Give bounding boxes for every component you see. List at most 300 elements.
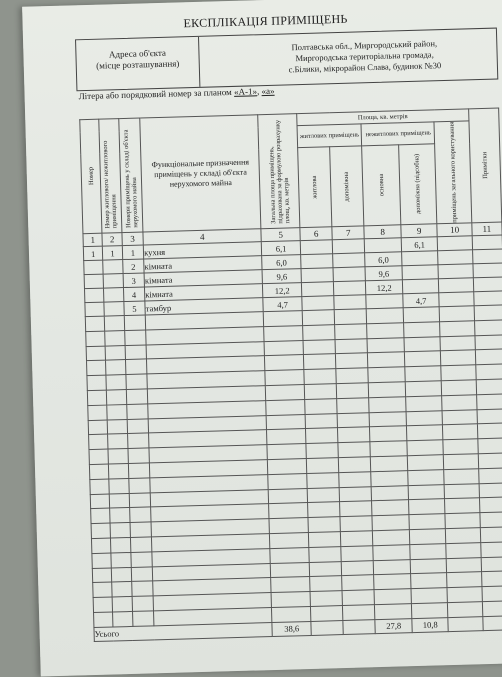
empty-cell bbox=[111, 552, 131, 567]
empty-cell bbox=[445, 483, 480, 499]
empty-cell bbox=[480, 527, 502, 543]
empty-cell bbox=[338, 427, 371, 443]
empty-cell bbox=[373, 544, 410, 560]
table-cell bbox=[84, 288, 104, 303]
empty-cell bbox=[303, 324, 336, 340]
table-cell bbox=[333, 267, 366, 282]
table-cell bbox=[300, 240, 333, 255]
header-dopomizhna: допоміжна bbox=[330, 146, 364, 227]
empty-cell bbox=[411, 588, 448, 604]
empty-cell bbox=[340, 501, 373, 517]
table-cell bbox=[474, 291, 502, 306]
empty-cell bbox=[478, 453, 502, 469]
empty-cell bbox=[342, 590, 375, 606]
table-cell: 12,2 bbox=[263, 283, 302, 298]
empty-cell bbox=[90, 479, 110, 494]
empty-cell bbox=[108, 449, 128, 464]
empty-cell bbox=[480, 512, 502, 528]
table-cell bbox=[473, 263, 502, 278]
litera-label: Літера або порядковий номер за планом bbox=[78, 86, 232, 102]
empty-cell bbox=[481, 556, 502, 572]
empty-cell bbox=[444, 454, 479, 470]
empty-cell bbox=[368, 352, 405, 368]
empty-cell bbox=[341, 531, 374, 547]
empty-cell bbox=[131, 581, 153, 596]
table-cell: 1 bbox=[83, 246, 103, 261]
empty-cell bbox=[405, 366, 442, 382]
table-cell bbox=[472, 235, 502, 250]
empty-cell bbox=[476, 364, 502, 380]
empty-cell bbox=[264, 311, 303, 327]
table-cell bbox=[301, 254, 334, 269]
empty-cell bbox=[131, 566, 153, 581]
empty-cell bbox=[266, 414, 305, 430]
empty-cell bbox=[89, 434, 109, 449]
explication-table bbox=[79, 108, 502, 642]
empty-cell bbox=[85, 316, 105, 331]
col-num: 11 bbox=[472, 222, 502, 236]
table-cell: тамбур bbox=[145, 298, 264, 315]
totals-dopomizhna: 10,8 bbox=[412, 617, 449, 632]
empty-cell bbox=[405, 381, 442, 397]
empty-cell bbox=[268, 488, 307, 504]
empty-cell bbox=[308, 502, 341, 518]
empty-cell bbox=[411, 603, 448, 619]
empty-cell bbox=[342, 575, 375, 591]
totals-label: Усього bbox=[94, 622, 273, 641]
empty-cell bbox=[442, 395, 477, 411]
empty-cell bbox=[106, 375, 126, 390]
empty-cell bbox=[304, 384, 337, 400]
empty-cell bbox=[87, 390, 107, 405]
empty-cell bbox=[372, 485, 409, 501]
header-prymitky: Примітки bbox=[468, 108, 501, 223]
empty-cell bbox=[476, 379, 502, 395]
table-cell bbox=[438, 250, 473, 265]
table-cell bbox=[84, 274, 104, 289]
table-cell bbox=[439, 278, 474, 293]
empty-cell bbox=[271, 592, 310, 608]
empty-cell bbox=[336, 368, 369, 384]
address-value bbox=[236, 37, 493, 77]
empty-cell bbox=[367, 323, 404, 339]
table-cell bbox=[332, 239, 365, 254]
empty-cell bbox=[371, 470, 408, 486]
empty-cell bbox=[125, 359, 147, 374]
empty-cell bbox=[86, 346, 106, 361]
table-cell bbox=[473, 277, 502, 292]
empty-cell bbox=[372, 515, 409, 531]
empty-cell bbox=[124, 315, 146, 330]
table-cell bbox=[103, 274, 123, 289]
empty-cell bbox=[375, 604, 412, 620]
empty-cell bbox=[309, 546, 342, 562]
empty-cell bbox=[308, 532, 341, 548]
empty-cell bbox=[268, 473, 307, 489]
empty-cell bbox=[269, 518, 308, 534]
empty-cell bbox=[337, 398, 370, 414]
empty-cell bbox=[478, 438, 502, 454]
empty-cell bbox=[440, 321, 475, 337]
empty-cell bbox=[307, 472, 340, 488]
address-label bbox=[80, 47, 195, 72]
table-cell: 9,6 bbox=[262, 269, 301, 284]
empty-cell bbox=[445, 513, 480, 529]
empty-cell bbox=[338, 442, 371, 458]
empty-cell bbox=[107, 419, 127, 434]
empty-cell bbox=[369, 382, 406, 398]
empty-cell bbox=[306, 443, 339, 459]
col-num: 2 bbox=[102, 233, 122, 247]
empty-cell bbox=[445, 498, 480, 514]
empty-cell bbox=[340, 516, 373, 532]
empty-cell bbox=[87, 375, 107, 390]
table-cell bbox=[301, 282, 334, 297]
empty-cell bbox=[125, 345, 147, 360]
col-num: 9 bbox=[401, 224, 438, 238]
empty-cell bbox=[408, 469, 445, 485]
empty-cell bbox=[477, 423, 502, 439]
empty-cell bbox=[308, 517, 341, 533]
table-cell bbox=[334, 295, 367, 310]
empty-cell bbox=[93, 582, 113, 597]
empty-cell bbox=[446, 542, 481, 558]
empty-cell bbox=[90, 494, 110, 509]
empty-cell bbox=[410, 543, 447, 559]
empty-cell bbox=[268, 458, 307, 474]
empty-cell bbox=[110, 508, 130, 523]
empty-cell bbox=[411, 573, 448, 589]
empty-cell bbox=[336, 383, 369, 399]
empty-cell bbox=[105, 330, 125, 345]
empty-cell bbox=[305, 413, 338, 429]
litera-value-2: «а» bbox=[261, 85, 275, 97]
empty-cell bbox=[339, 471, 372, 487]
empty-cell bbox=[110, 523, 130, 538]
empty-cell bbox=[88, 405, 108, 420]
empty-cell bbox=[267, 429, 306, 445]
empty-cell bbox=[442, 380, 477, 396]
empty-cell bbox=[127, 419, 149, 434]
table-cell: 6,0 bbox=[262, 255, 301, 270]
table-cell: кімната bbox=[145, 284, 264, 301]
table-cell bbox=[402, 279, 439, 294]
empty-cell bbox=[91, 508, 111, 523]
litera-value-1: «А-1» bbox=[233, 86, 258, 97]
empty-cell bbox=[108, 434, 128, 449]
empty-cell bbox=[91, 538, 111, 553]
table-cell bbox=[84, 260, 104, 275]
header-dopomizhna-pidsobna: допоміжна (підсобна) bbox=[399, 144, 438, 225]
empty-cell bbox=[94, 612, 114, 627]
empty-cell bbox=[409, 514, 446, 530]
header-nomer: Номер bbox=[80, 119, 103, 233]
empty-cell bbox=[304, 369, 337, 385]
table-cell: 9,6 bbox=[365, 266, 402, 281]
empty-cell bbox=[105, 316, 125, 331]
empty-cell bbox=[307, 487, 340, 503]
empty-cell bbox=[112, 597, 132, 612]
col-num: 4 bbox=[143, 229, 261, 245]
table-cell bbox=[104, 288, 124, 303]
empty-cell bbox=[334, 309, 367, 325]
col-num: 7 bbox=[332, 226, 365, 240]
table-cell bbox=[402, 251, 439, 266]
empty-cell bbox=[441, 350, 476, 366]
totals-cell bbox=[448, 616, 483, 631]
table-cell: 2 bbox=[122, 259, 144, 274]
empty-cell bbox=[403, 322, 440, 338]
table-cell: 12,2 bbox=[366, 280, 403, 295]
table-cell: 4,7 bbox=[403, 293, 440, 308]
totals-cell bbox=[483, 616, 502, 631]
empty-cell bbox=[305, 428, 338, 444]
empty-cell bbox=[107, 390, 127, 405]
empty-cell bbox=[113, 611, 133, 626]
header-zhytlovykh: житлових приміщень bbox=[297, 124, 362, 148]
table-cell: 6,0 bbox=[365, 252, 402, 267]
table-cell bbox=[85, 302, 105, 317]
table-cell: 6,1 bbox=[262, 241, 301, 256]
empty-cell bbox=[367, 337, 404, 353]
empty-cell bbox=[447, 557, 482, 573]
table-cell: 4 bbox=[123, 287, 145, 302]
empty-cell bbox=[370, 441, 407, 457]
empty-cell bbox=[446, 528, 481, 544]
col-num: 1 bbox=[83, 233, 103, 247]
empty-cell bbox=[271, 577, 310, 593]
empty-cell bbox=[92, 568, 112, 583]
empty-cell bbox=[130, 522, 152, 537]
empty-cell bbox=[407, 440, 444, 456]
empty-cell bbox=[89, 449, 109, 464]
empty-cell bbox=[265, 355, 304, 371]
address-divider bbox=[198, 37, 200, 87]
empty-cell bbox=[373, 530, 410, 546]
empty-cell bbox=[310, 576, 343, 592]
table-cell bbox=[365, 238, 402, 253]
table-cell bbox=[103, 260, 123, 275]
table-cell bbox=[302, 296, 335, 311]
empty-cell bbox=[92, 553, 112, 568]
empty-cell bbox=[112, 567, 132, 582]
empty-cell bbox=[341, 560, 374, 576]
empty-cell bbox=[440, 306, 475, 322]
table-cell bbox=[334, 281, 367, 296]
header-ploshcha: Площа, кв. метрів bbox=[297, 109, 469, 126]
empty-cell bbox=[126, 374, 148, 389]
table-cell bbox=[333, 253, 366, 268]
empty-cell bbox=[272, 606, 311, 622]
empty-cell bbox=[410, 558, 447, 574]
empty-cell bbox=[126, 389, 148, 404]
empty-cell bbox=[407, 455, 444, 471]
empty-cell bbox=[479, 482, 502, 498]
table-cell bbox=[104, 302, 124, 317]
table-cell bbox=[301, 268, 334, 283]
header-prym-nomer: Номери приміщень у складі об'єкта нерухомого майна bbox=[118, 118, 143, 233]
table-cell: кімната bbox=[144, 270, 263, 287]
empty-cell bbox=[89, 464, 109, 479]
col-num: 5 bbox=[261, 228, 300, 242]
empty-cell bbox=[341, 545, 374, 561]
empty-cell bbox=[269, 503, 308, 519]
empty-cell bbox=[374, 574, 411, 590]
empty-cell bbox=[406, 425, 443, 441]
empty-cell bbox=[105, 345, 125, 360]
totals-cell bbox=[343, 619, 376, 634]
table-cell: 4,7 bbox=[263, 297, 302, 312]
empty-cell bbox=[408, 499, 445, 515]
empty-cell bbox=[369, 397, 406, 413]
empty-cell bbox=[305, 398, 338, 414]
empty-cell bbox=[409, 529, 446, 545]
empty-cell bbox=[404, 336, 441, 352]
table-cell: 5 bbox=[124, 301, 146, 316]
empty-cell bbox=[440, 335, 475, 351]
empty-cell bbox=[129, 492, 151, 507]
empty-cell bbox=[369, 411, 406, 427]
empty-cell bbox=[270, 547, 309, 563]
document-sheet bbox=[22, 0, 502, 677]
header-osnovna: основна bbox=[362, 145, 401, 226]
empty-cell bbox=[368, 367, 405, 383]
empty-cell bbox=[271, 562, 310, 578]
empty-cell bbox=[267, 444, 306, 460]
header-funktsionalne: Функціональне призначення приміщень у складі об'єкта нерухомого майна bbox=[140, 115, 261, 232]
address-value-line1: Полтавська обл., Миргородський район, bbox=[291, 38, 438, 53]
page-title: ЕКСПЛІКАЦІЯ ПРИМІЩЕНЬ bbox=[183, 11, 348, 31]
empty-cell bbox=[86, 331, 106, 346]
totals-zahalna: 38,6 bbox=[272, 621, 311, 636]
empty-cell bbox=[91, 523, 111, 538]
empty-cell bbox=[481, 542, 502, 558]
empty-cell bbox=[110, 493, 130, 508]
empty-cell bbox=[444, 468, 479, 484]
empty-cell bbox=[476, 394, 502, 410]
empty-cell bbox=[371, 456, 408, 472]
empty-cell bbox=[112, 582, 132, 597]
table-cell: 1 bbox=[122, 245, 144, 260]
col-num: 3 bbox=[122, 232, 144, 246]
empty-cell bbox=[109, 463, 129, 478]
empty-cell bbox=[132, 596, 154, 611]
empty-cell bbox=[129, 507, 151, 522]
empty-cell bbox=[336, 353, 369, 369]
empty-cell bbox=[339, 457, 372, 473]
litera-line: Літера або порядковий номер за планом «А-1», «а» bbox=[78, 85, 275, 102]
empty-cell bbox=[107, 404, 127, 419]
address-label-line2: (місце розташування) bbox=[96, 58, 180, 71]
empty-cell bbox=[443, 439, 478, 455]
empty-cell bbox=[264, 340, 303, 356]
header-zahalna: Загальна площа приміщень, підрахована за формулою розрахунку площ, кв. метрів bbox=[258, 114, 300, 229]
empty-cell bbox=[448, 602, 483, 618]
empty-cell bbox=[482, 586, 502, 602]
empty-cell bbox=[265, 370, 304, 386]
empty-cell bbox=[367, 308, 404, 324]
header-zhytl-nomer: Номер житлового/ нежитлового приміщення bbox=[99, 119, 122, 233]
table-cell bbox=[438, 236, 473, 251]
empty-cell bbox=[128, 478, 150, 493]
empty-cell bbox=[131, 552, 153, 567]
empty-cell bbox=[337, 412, 370, 428]
empty-cell bbox=[441, 365, 476, 381]
header-zhytlova: житлова bbox=[298, 147, 332, 228]
empty-cell bbox=[302, 310, 335, 326]
empty-cell bbox=[93, 597, 113, 612]
empty-cell bbox=[310, 591, 343, 607]
empty-cell bbox=[370, 426, 407, 442]
empty-cell bbox=[335, 338, 368, 354]
empty-cell bbox=[106, 360, 126, 375]
empty-cell bbox=[303, 339, 336, 355]
empty-cell bbox=[130, 537, 152, 552]
totals-cell bbox=[311, 620, 344, 635]
empty-cell bbox=[124, 330, 146, 345]
empty-cell bbox=[443, 424, 478, 440]
empty-cell bbox=[481, 571, 502, 587]
table-cell: 1 bbox=[103, 246, 123, 261]
col-num: 10 bbox=[437, 223, 472, 237]
table-cell bbox=[366, 294, 403, 309]
address-value-line2: Миргородська територіальна громада, bbox=[295, 49, 434, 64]
empty-cell bbox=[127, 433, 149, 448]
empty-cell bbox=[447, 587, 482, 603]
totals-osnovna: 27,8 bbox=[375, 618, 412, 633]
empty-cell bbox=[406, 395, 443, 411]
empty-cell bbox=[126, 404, 148, 419]
empty-cell bbox=[310, 606, 343, 622]
empty-cell bbox=[447, 572, 482, 588]
address-label-line1: Адреса об'єкта bbox=[108, 47, 167, 60]
empty-cell bbox=[266, 399, 305, 415]
empty-cell bbox=[479, 497, 502, 513]
empty-cell bbox=[478, 468, 502, 484]
empty-cell bbox=[343, 605, 376, 621]
empty-cell bbox=[477, 408, 502, 424]
empty-cell bbox=[374, 559, 411, 575]
empty-cell bbox=[111, 537, 131, 552]
empty-cell bbox=[87, 360, 107, 375]
empty-cell bbox=[309, 561, 342, 577]
empty-cell bbox=[403, 307, 440, 323]
table-cell: кухня bbox=[143, 242, 262, 259]
empty-cell bbox=[264, 325, 303, 341]
empty-cell bbox=[339, 486, 372, 502]
empty-cell bbox=[335, 324, 368, 340]
empty-cell bbox=[266, 385, 305, 401]
empty-cell bbox=[408, 484, 445, 500]
address-value-line3: с.Білики, мікрорайон Слава, будинок №30 bbox=[288, 60, 442, 75]
empty-cell bbox=[374, 589, 411, 605]
col-num: 6 bbox=[300, 227, 333, 241]
table-cell bbox=[439, 292, 474, 307]
empty-cell bbox=[475, 335, 502, 351]
header-zahalnoho: приміщень загального користування bbox=[434, 121, 471, 224]
empty-cell bbox=[474, 320, 502, 336]
empty-cell bbox=[303, 354, 336, 370]
empty-cell bbox=[306, 458, 339, 474]
table-cell: кімната bbox=[144, 256, 263, 273]
empty-cell bbox=[475, 349, 502, 365]
empty-cell bbox=[109, 478, 129, 493]
empty-cell bbox=[404, 351, 441, 367]
table-cell: 6,1 bbox=[401, 237, 438, 252]
empty-cell bbox=[406, 410, 443, 426]
table-cell bbox=[472, 249, 502, 264]
table-cell bbox=[438, 264, 473, 279]
